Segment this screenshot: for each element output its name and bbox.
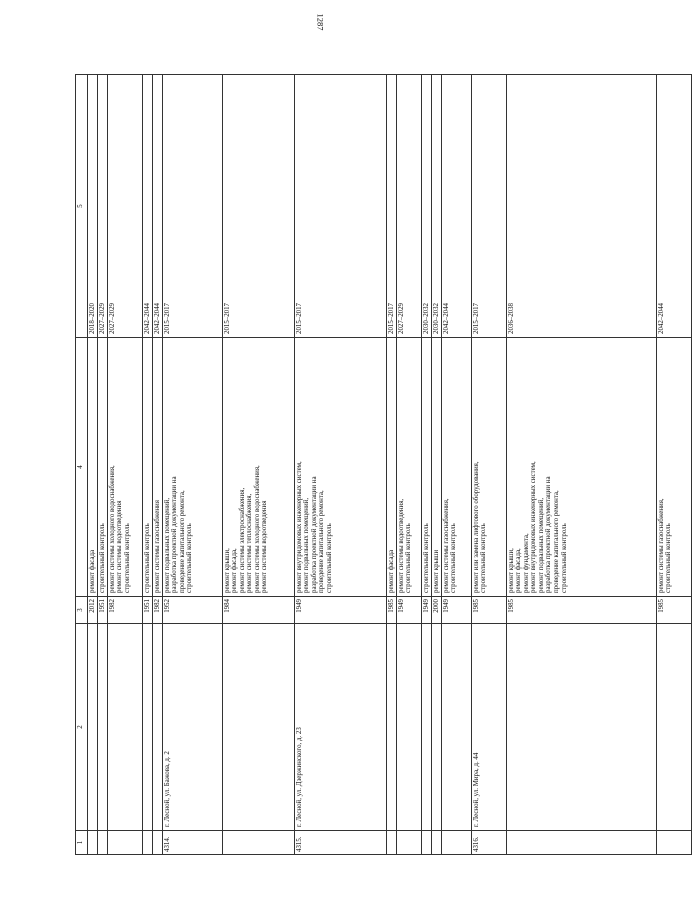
row-work: ремонт крыши: [432, 338, 442, 597]
row-work: ремонт системы газоснабжения, строительный контроль: [657, 338, 692, 597]
row-year: 1949: [422, 597, 432, 624]
row-address: [657, 624, 692, 831]
row-number: [432, 831, 442, 855]
row-work: ремонт системы газоснабжения, строительный контроль: [442, 338, 472, 597]
table-row: [295, 75, 387, 855]
page-number: [0, 13, 640, 31]
row-address: [223, 624, 295, 831]
row-work: строительный контроль: [143, 338, 153, 597]
header-col-2: 2: [76, 624, 88, 831]
row-period: 2030–2032: [432, 75, 442, 338]
row-address: [397, 624, 422, 831]
row-work: строительный контроль: [422, 338, 432, 597]
table-row: [98, 75, 108, 855]
row-work: ремонт внутридомовых инженерных систем, ремонт подвальных помещений, разработка проектной документации на проведение капитального ремонта, строительный контроль: [295, 338, 387, 597]
table-row: [657, 75, 692, 855]
row-number: 4315.: [295, 831, 387, 855]
header-col-4: 4: [76, 338, 88, 597]
row-period: 2036–2038: [507, 75, 657, 338]
row-year: 1949: [442, 597, 472, 624]
row-number: [387, 831, 397, 855]
row-period: 2015–2017: [472, 75, 507, 338]
row-period: 2027–2029: [98, 75, 108, 338]
row-address: [387, 624, 397, 831]
row-number: 4316.: [472, 831, 507, 855]
row-address: [153, 624, 163, 831]
row-year: 1949: [397, 597, 422, 624]
table-row: [143, 75, 153, 855]
table-row: [163, 75, 223, 855]
row-work: ремонт системы газоснабжения: [153, 338, 163, 597]
row-year: 1951: [143, 597, 153, 624]
row-address: г. Лесной, ул. Мира, д. 44: [472, 624, 507, 831]
row-year: 1952: [163, 597, 223, 624]
page-number-text: 1287: [315, 13, 325, 31]
row-period: 2015–2017: [223, 75, 295, 338]
row-period: 2027–2029: [108, 75, 143, 338]
row-year: 2012: [88, 597, 98, 624]
header-col-3: 3: [76, 597, 88, 624]
header-col-5: 5: [76, 75, 88, 338]
row-year: 1949: [295, 597, 387, 624]
row-year: 1985: [387, 597, 397, 624]
table-row: [88, 75, 98, 855]
table-row: [397, 75, 422, 855]
row-work: ремонт фасада: [387, 338, 397, 597]
row-address: г. Лесной, ул. Бажова, д. 2: [163, 624, 223, 831]
table-row: [108, 75, 143, 855]
table-row: [472, 75, 507, 855]
row-number: [223, 831, 295, 855]
header-col-1: 1: [76, 831, 88, 855]
row-number: [397, 831, 422, 855]
row-work: ремонт или замена лифтового оборудования, строительный контроль: [472, 338, 507, 597]
row-year: 1951: [98, 597, 108, 624]
row-number: [442, 831, 472, 855]
table-row: [507, 75, 657, 855]
row-work: ремонт подвальных помещений, разработка проектной документации на проведение капитального ремонта, строительный контроль: [163, 338, 223, 597]
table-header-row: [76, 75, 88, 855]
row-period: 2018–2020: [88, 75, 98, 338]
row-period: 2042–2044: [657, 75, 692, 338]
row-year: 1984: [223, 597, 295, 624]
row-period: 2027–2029: [397, 75, 422, 338]
row-address: [143, 624, 153, 831]
row-number: [153, 831, 163, 855]
row-work: ремонт системы холодного водоснабжения, ремонт системы водоотведения строительный контроль: [108, 338, 143, 597]
row-address: [422, 624, 432, 831]
row-period: 2042–2044: [143, 75, 153, 338]
row-address: [442, 624, 472, 831]
table-row: [153, 75, 163, 855]
row-number: [108, 831, 143, 855]
row-year: 1982: [153, 597, 163, 624]
row-work: ремонт крыши, ремонт фасада, ремонт системы электроснабжения, ремонт системы теплоснабжения, ремонт системы холодного водоснабжения, ремонт системы водоотведения: [223, 338, 295, 597]
row-period: 2042–2044: [442, 75, 472, 338]
table-body: [88, 75, 692, 855]
row-number: [88, 831, 98, 855]
row-number: [143, 831, 153, 855]
row-address: [98, 624, 108, 831]
row-year: 1985: [472, 597, 507, 624]
row-work: ремонт фасада: [88, 338, 98, 597]
row-year: 1985: [507, 597, 657, 624]
row-period: 2015–2017: [387, 75, 397, 338]
row-period: 2015–2017: [295, 75, 387, 338]
table-row: [387, 75, 397, 855]
row-number: [507, 831, 657, 855]
row-number: [422, 831, 432, 855]
row-address: [432, 624, 442, 831]
repair-schedule-table: [75, 74, 692, 855]
row-number: 4314.: [163, 831, 223, 855]
table-row: [422, 75, 432, 855]
row-address: г. Лесной, ул. Дзержинского, д. 23: [295, 624, 387, 831]
row-period: 2015–2017: [163, 75, 223, 338]
row-work: ремонт системы водоотведения, строительный контроль: [397, 338, 422, 597]
table-row: [223, 75, 295, 855]
row-period: 2042–2044: [153, 75, 163, 338]
row-number: [657, 831, 692, 855]
row-number: [98, 831, 108, 855]
row-period: 2030–2032: [422, 75, 432, 338]
table-row: [442, 75, 472, 855]
row-work: строительный контроль: [98, 338, 108, 597]
row-address: [88, 624, 98, 831]
row-work: ремонт крыши, ремонт фасада, ремонт фундамента, ремонт внутридомовых инженерных систем, ремонт подвальных помещений, разработка проектной документации на проведение капитального ремонта, строительный контроль: [507, 338, 657, 597]
table-row: [432, 75, 442, 855]
row-address: [507, 624, 657, 831]
row-year: 2000: [432, 597, 442, 624]
row-year: 1982: [108, 597, 143, 624]
row-address: [108, 624, 143, 831]
rotated-table-page: [75, 75, 673, 855]
row-year: 1985: [657, 597, 692, 624]
